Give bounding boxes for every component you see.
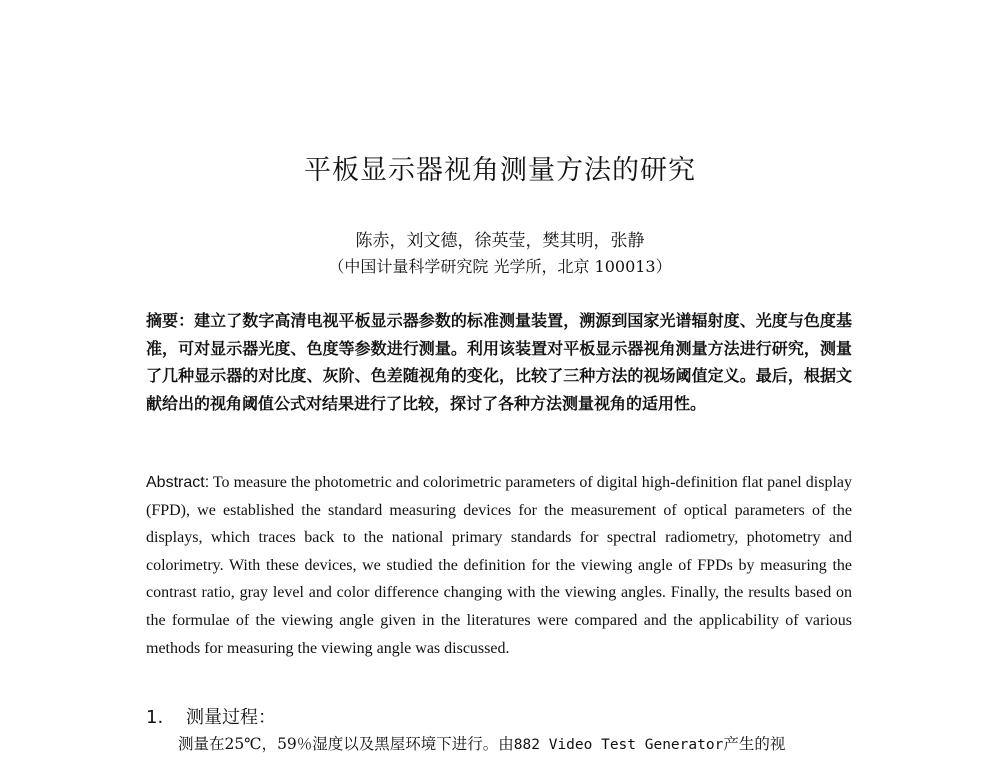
section-heading bbox=[146, 703, 276, 729]
english-abstract-text: To measure the photometric and colorimetric parameters of digital high-definition flat panel display (FPD), we established the standard measuring devices for the measurement of optical parameters of the displays, which traces back to the national primary standards for spectral radiometry, photometry and colorimetry. With these devices, we studied the definition for the viewing angle of FPDs by measuring the contrast ratio, gray level and color difference changing with the viewing angles. Finally, the results based on the formulae of the viewing angle given in the literatures were compared and the applicability of various methods for measuring the viewing angle was discussed. bbox=[146, 474, 852, 657]
english-abstract-label: Abstract: bbox=[146, 474, 210, 491]
section-title: 测量过程： bbox=[186, 707, 276, 728]
body-text-end: 产生的视 bbox=[723, 735, 786, 753]
chinese-abstract bbox=[146, 307, 852, 417]
body-text-start: 测量在25℃，59％湿度以及黑屋环境下进行。由 bbox=[178, 735, 514, 753]
section-body-text bbox=[178, 732, 858, 754]
english-abstract bbox=[146, 469, 852, 662]
author-list: 陈赤，刘文德，徐英莹，樊其明，张静 bbox=[355, 231, 645, 251]
chinese-abstract-label: 摘要： bbox=[146, 311, 195, 330]
affiliation: （中国计量科学研究院 光学所，北京 100013） bbox=[328, 257, 672, 276]
body-text-device: 882 Video Test Generator bbox=[513, 737, 724, 753]
chinese-abstract-text: 建立了数字高清电视平板显示器参数的标准测量装置，溯源到国家光谱辐射度、光度与色度基准，可对显示器光度、色度等参数进行测量。利用该装置对平板显示器视角测量方法进行研究，测量了几种显示器的对比度、灰阶、色差随视角的变化，比较了三种方法的视场阈值定义。最后，根据文献给出的视角阈值公式对结果进行了比较，探讨了各种方法测量视角的适用性。 bbox=[146, 311, 852, 413]
section-number: 1. bbox=[146, 707, 164, 728]
paper-title: 平板显示器视角测量方法的研究 bbox=[304, 155, 696, 186]
